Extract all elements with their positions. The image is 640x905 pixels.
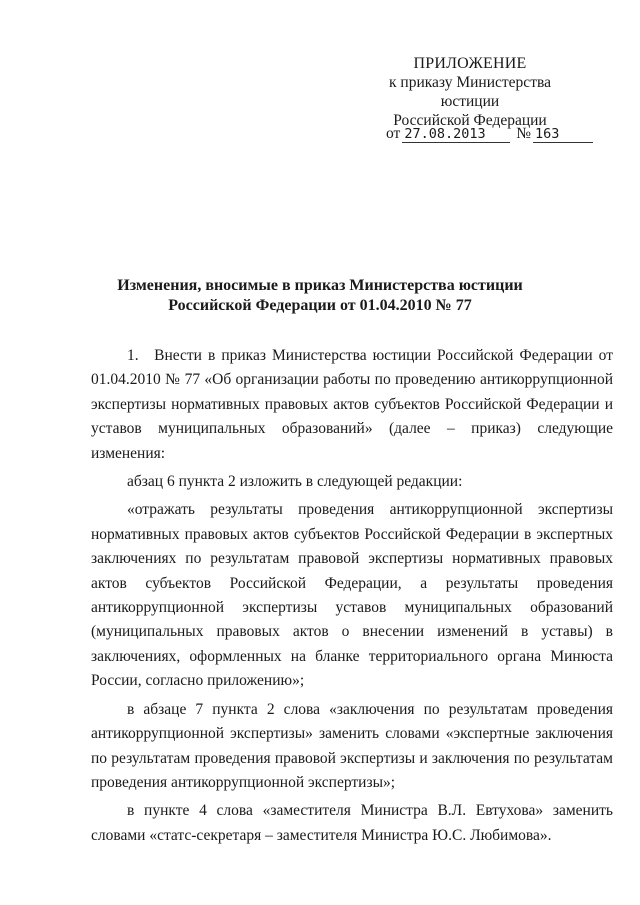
order-date-value: 27.08.2013 (402, 126, 510, 143)
paragraph-abzats-7: в абзаце 7 пункта 2 слова «заключения по результатам проведения антикоррупционной экспертизы» заменить словами «экспертные заключения по результатам проведения правовой экспертизы и заключения по результатам проведения антикоррупционной экспертизы»; (91, 700, 613, 791)
order-date-prefix: от (386, 125, 401, 142)
annex-line-order: к приказу Министерства юстиции (389, 74, 551, 110)
document-body (91, 344, 613, 852)
document-title (60, 276, 580, 316)
paragraph-item-1: 1. Внести в приказ Министерства юстиции Российской Федерации от 01.04.2010 № 77 «Об организации работы по проведению антикоррупционной экспертизы нормативных правовых актов субъектов Российской Федерации и уставов муниципальных образований» (далее – приказ) следующие изменения: (91, 347, 613, 462)
annex-header (360, 54, 580, 130)
order-number-prefix: № (516, 125, 531, 142)
annex-line-federation: Российской Федерации (393, 112, 547, 129)
paragraph-new-wording: «отражать результаты проведения антикоррупционной экспертизы нормативных правовых актов субъектов Российской Федерации в экспертных заключениях по результатам правовой экспертизы нормативных правовых актов субъектов Российской Федерации, а результаты проведения антикоррупционной экспертизы уставов муниципальных образований (муниципальных правовых актов о внесении изменений в уставы) в заключениях, оформленных на бланке территориального органа Минюста России, согласно приложению»; (91, 501, 613, 690)
paragraph-abzats-6: абзац 6 пункта 2 изложить в следующей редакции: (127, 473, 463, 491)
annex-title: ПРИЛОЖЕНИЕ (413, 55, 527, 72)
document-title-line-1: Изменения, вносимые в приказ Министерства юстиции (117, 277, 523, 294)
document-title-line-2: Российской Федерации от 01.04.2010 № 77 (168, 297, 472, 314)
paragraph-punkt-4: в пункте 4 слова «заместителя Министра В.Л. Евтухова» заменить словами «статс-секретаря – заместителя Министра Ю.С. Любимова». (91, 802, 613, 844)
order-date-number (384, 124, 593, 144)
order-number-value: 163 (533, 126, 593, 143)
